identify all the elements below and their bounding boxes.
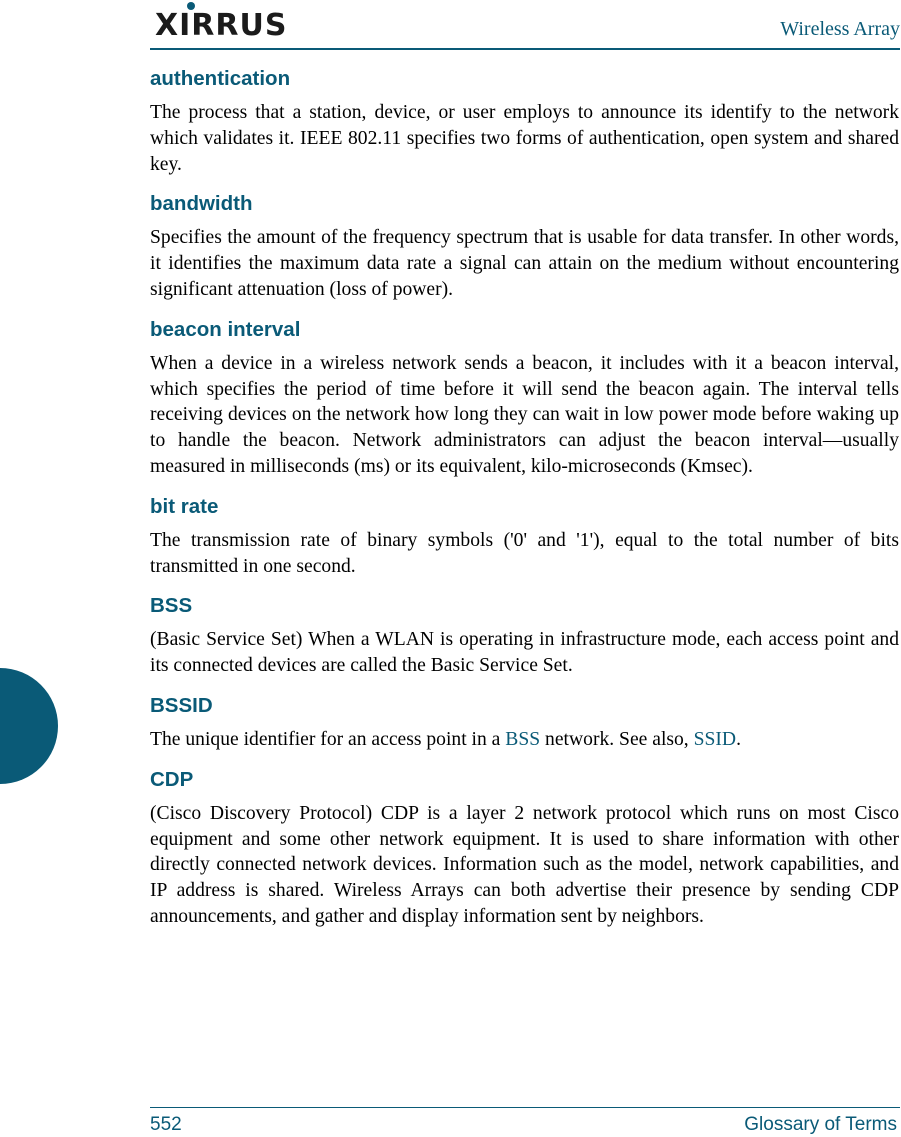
footer-section-name: Glossary of Terms	[744, 1114, 897, 1135]
glossary-entry-bss	[150, 591, 899, 679]
definition-text: .	[736, 728, 741, 750]
glossary-definition: Specifies the amount of the frequency spectrum that is usable for data transfer. In other words, it identifies the maximum data rate a signal can attain on the medium without encountering significant attenuation (loss of power).	[150, 227, 899, 300]
glossary-definition	[150, 727, 899, 753]
glossary-term: authentication	[150, 67, 291, 90]
ssid-link[interactable]: SSID	[693, 728, 737, 750]
glossary-entry-bandwidth	[150, 189, 899, 302]
glossary-definition: When a device in a wireless network sends a beacon, it includes with it a beacon interval, which specifies the period of time before it will send the beacon again. The interval tells receiving devices on the network how long they can wait in low power mode before waking up to handle the beacon. Network administrators can adjust the beacon interval—usually measured in milliseconds (ms) or its equivalent, kilo-microseconds (Kmsec).	[150, 352, 899, 477]
glossary-term: bit rate	[150, 494, 219, 518]
document-title: Wireless Array	[780, 18, 900, 40]
page-header	[150, 0, 900, 52]
glossary-term: CDP	[150, 767, 194, 791]
page-number: 552	[150, 1114, 182, 1135]
logo-text: XIRRUS	[155, 8, 288, 40]
footer-divider	[150, 1107, 900, 1108]
glossary-term: BSSID	[150, 693, 213, 717]
definition-text: network. See also,	[540, 728, 694, 750]
glossary-entry-bssid	[150, 691, 899, 753]
glossary-definition: (Basic Service Set) When a WLAN is operating in infrastructure mode, each access point and its connected devices are called the Basic Service Set.	[150, 629, 899, 677]
glossary-entry-cdp	[150, 765, 899, 930]
header-divider	[150, 48, 900, 50]
glossary-definition: The transmission rate of binary symbols ('0' and '1'), equal to the total number of bits transmitted in one second.	[150, 529, 899, 577]
section-tab-marker	[0, 668, 58, 784]
bss-link[interactable]: BSS	[505, 728, 541, 750]
definition-text: The unique identifier for an access point in a	[150, 728, 506, 750]
glossary-term: beacon interval	[150, 317, 301, 341]
glossary-entry-beacon-interval	[150, 315, 899, 480]
glossary-term: bandwidth	[150, 192, 253, 216]
glossary-content	[150, 64, 899, 942]
glossary-definition: The process that a station, device, or user employs to announce its identify to the network which validates it. IEEE 802.11 specifies two forms of authentication, open system and shared key.	[150, 102, 899, 175]
glossary-definition: (Cisco Discovery Protocol) CDP is a layer 2 network protocol which runs on most Cisco equipment and some other network equipment. It is used to share information with other directly connected network devices. Information such as the model, network capabilities, and IP address is shared. Wireless Arrays can both advertise their presence by sending CDP announcements, and gather and display information sent by neighbors.	[150, 802, 899, 927]
glossary-entry-authentication	[150, 64, 899, 177]
glossary-entry-bit-rate	[150, 492, 899, 580]
glossary-term: BSS	[150, 594, 193, 618]
xirrus-logo-icon	[150, 0, 310, 40]
